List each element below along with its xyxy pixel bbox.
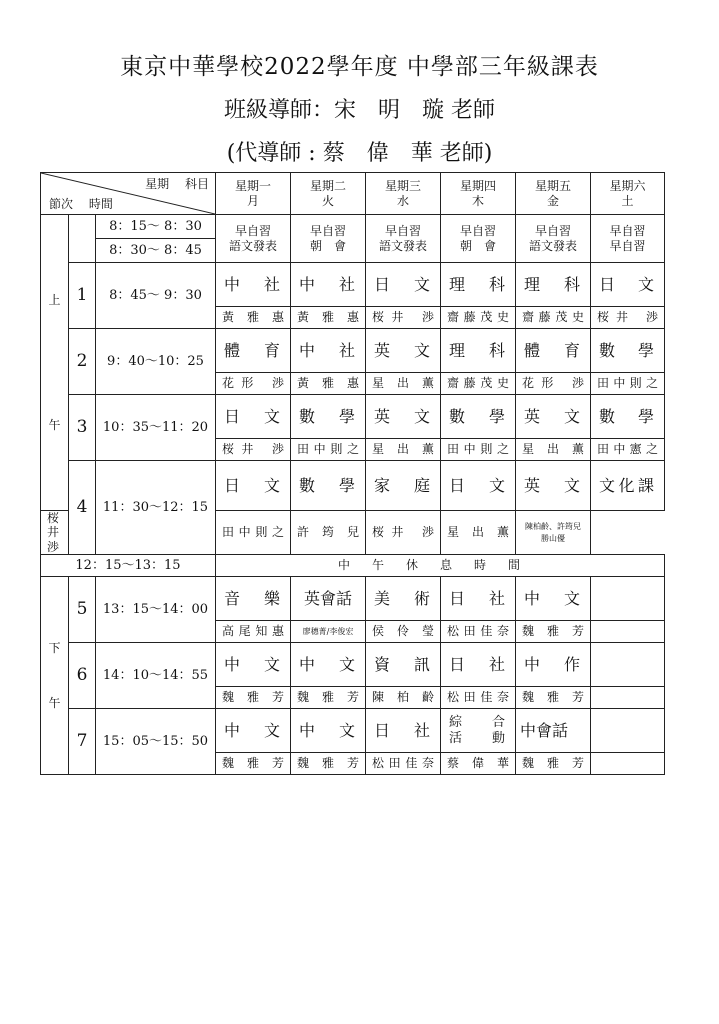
teacher-cell: 許筠兒 (291, 511, 366, 555)
subject-cell: 日文 (591, 263, 665, 307)
early-slot-cell (516, 215, 591, 263)
teacher-line-2: 勝山優 (541, 533, 565, 543)
substitute-teacher: (代導師 : 蔡 偉 華 老師) (226, 141, 493, 166)
subject-cell: 中文 (216, 643, 291, 687)
teacher-cell: 蔡偉華 (441, 753, 516, 775)
subject-cell: 中社 (291, 329, 366, 373)
teacher-cell: 魏雅芳 (216, 687, 291, 709)
day-name: 星期二 (309, 179, 346, 194)
timetable (40, 172, 665, 775)
early-slot-top: 早自習 (234, 224, 271, 239)
period-number: 4 (69, 461, 96, 555)
early-slot-bottom: 朝 會 (459, 238, 496, 253)
teacher-cell: 齋藤茂史 (516, 307, 591, 329)
table-row (41, 173, 665, 215)
subject-cell: 中文 (216, 709, 291, 753)
subject-cell: 體育 (516, 329, 591, 373)
teacher-cell (516, 511, 591, 555)
subject-cell: 理科 (516, 263, 591, 307)
header-subject-label: 星期 科目 (145, 177, 209, 191)
subject-cell: 文化課 (591, 461, 665, 511)
subject-cell: 美術 (366, 577, 441, 621)
teacher-cell: 魏雅芳 (291, 687, 366, 709)
early-slot-bottom: 語文發表 (378, 238, 427, 253)
subject-cell: 日文 (216, 395, 291, 439)
subject-line-1: 綜合 (449, 715, 507, 731)
teacher-cell: 桜井 渉 (366, 511, 441, 555)
teacher-cell: 桜井 渉 (216, 439, 291, 461)
early-slot-cell (291, 215, 366, 263)
subject-cell: 中文 (291, 709, 366, 753)
subject-cell: 資訊 (366, 643, 441, 687)
day-header (441, 173, 516, 215)
subject-cell: 數學 (291, 461, 366, 511)
subject-cell (591, 577, 665, 621)
lunch-time: 12：15～13：15 (41, 555, 216, 577)
pm-label (41, 577, 69, 775)
day-name: 星期三 (384, 179, 421, 194)
early-slot-top: 早自習 (309, 224, 346, 239)
subject-cell: 日社 (366, 709, 441, 753)
teacher-cell: 侯伶瑩 (366, 621, 441, 643)
subject-cell: 中作 (516, 643, 591, 687)
early-slot-top: 早自習 (384, 224, 421, 239)
subject-cell: 數學 (591, 329, 665, 373)
day-name: 星期四 (459, 179, 496, 194)
lunch-label: 中午休息時間 (216, 555, 665, 577)
homeroom-teacher: 班級導師：宋 明 璇 老師 (224, 98, 495, 123)
teacher-cell: 桜井 渉 (591, 307, 665, 329)
teacher-cell (591, 753, 665, 775)
early-slot-top: 早自習 (459, 224, 496, 239)
table-row (41, 263, 665, 307)
table-row (41, 555, 665, 577)
early-slot-cell (441, 215, 516, 263)
teacher-cell: 桜井 渉 (366, 307, 441, 329)
day-header (291, 173, 366, 215)
period-time: 13：15～14：00 (96, 577, 216, 643)
subject-cell: 中社 (216, 263, 291, 307)
teacher-cell: 松田佳奈 (441, 687, 516, 709)
day-element: 土 (621, 193, 634, 208)
subject-cell: 英文 (516, 461, 591, 511)
teacher-cell: 田中則之 (216, 511, 291, 555)
table-row (41, 329, 665, 373)
period-time: 9：40～10：25 (96, 329, 216, 395)
subject-cell: 日社 (441, 643, 516, 687)
day-name: 星期一 (234, 179, 271, 194)
subject-cell: 日社 (441, 577, 516, 621)
subject-cell: 體育 (216, 329, 291, 373)
teacher-cell: 星出薫 (441, 511, 516, 555)
day-name: 星期六 (609, 179, 646, 194)
subject-cell: 家庭 (366, 461, 441, 511)
am-label-top: 上 (48, 293, 61, 308)
subject-cell: 英文 (366, 329, 441, 373)
period-number-empty (69, 215, 96, 263)
am-label-bottom: 午 (48, 417, 61, 432)
subject-cell: 數學 (291, 395, 366, 439)
subject-cell: 英文 (516, 395, 591, 439)
period-number: 7 (69, 709, 96, 775)
teacher-cell: 魏雅芳 (516, 753, 591, 775)
subject-cell: 英文 (366, 395, 441, 439)
period-number: 2 (69, 329, 96, 395)
day-element: 金 (546, 193, 559, 208)
early-slot-bottom: 朝 會 (309, 238, 346, 253)
subject-cell: 日文 (216, 461, 291, 511)
teacher-cell: 陳柏齡 (366, 687, 441, 709)
table-row (41, 643, 665, 687)
period-time: 10：35～11：20 (96, 395, 216, 461)
pm-label-top: 下 (48, 641, 61, 656)
subject-cell: 中會話 (516, 709, 591, 753)
teacher-cell: 松田佳奈 (441, 621, 516, 643)
period-number: 5 (69, 577, 96, 643)
teacher-cell: 魏雅芳 (516, 687, 591, 709)
teacher-cell: 花形 渉 (216, 373, 291, 395)
subject-cell (591, 709, 665, 753)
pm-label-bottom: 午 (48, 695, 61, 710)
early-slot-bottom: 語文發表 (528, 238, 577, 253)
teacher-cell: 田中則之 (591, 373, 665, 395)
teacher-cell (591, 687, 665, 709)
teacher-cell: 黃雅惠 (291, 307, 366, 329)
teacher-cell: 魏雅芳 (216, 753, 291, 775)
teacher-cell: 黃雅惠 (291, 373, 366, 395)
subject-cell: 數學 (441, 395, 516, 439)
table-row (41, 215, 665, 239)
teacher-cell: 齋藤茂史 (441, 373, 516, 395)
teacher-cell: 田中則之 (441, 439, 516, 461)
header-corner-cell (41, 173, 216, 215)
subject-cell: 理科 (441, 329, 516, 373)
header-period-label: 節次 時間 (49, 196, 113, 211)
period-time: 15：05～15：50 (96, 709, 216, 775)
day-header (516, 173, 591, 215)
page-title: 東京中華學校2022學年度 中學部三年級課表 (120, 54, 599, 80)
table-row (41, 461, 665, 511)
subject-cell: 數學 (591, 395, 665, 439)
early-slot-top: 早自習 (609, 224, 646, 239)
teacher-cell: 魏雅芳 (291, 753, 366, 775)
teacher-cell: 田中則之 (291, 439, 366, 461)
early-slot-cell (366, 215, 441, 263)
subject-cell: 中文 (516, 577, 591, 621)
teacher-cell: 花形 渉 (516, 373, 591, 395)
day-element: 月 (246, 193, 259, 208)
teacher-cell: 桜井 渉 (41, 511, 69, 555)
early-time-2: 8：30～ 8：45 (96, 239, 216, 263)
day-header (216, 173, 291, 215)
teacher-cell: 田中憲之 (591, 439, 665, 461)
early-slot-cell (216, 215, 291, 263)
early-slot-top: 早自習 (534, 224, 571, 239)
subject-cell: 中社 (291, 263, 366, 307)
day-name: 星期五 (534, 179, 571, 194)
period-number: 6 (69, 643, 96, 709)
period-time: 14：10～14：55 (96, 643, 216, 709)
teacher-cell: 高尾知惠 (216, 621, 291, 643)
subject-cell: 日文 (441, 461, 516, 511)
early-slot-bottom: 早自習 (609, 238, 646, 253)
period-number: 1 (69, 263, 96, 329)
teacher-cell: 松田佳奈 (366, 753, 441, 775)
teacher-cell: 星出薫 (516, 439, 591, 461)
teacher-cell: 齋藤茂史 (441, 307, 516, 329)
day-element: 木 (471, 193, 484, 208)
subject-cell: 日文 (366, 263, 441, 307)
day-header (591, 173, 665, 215)
teacher-cell: 星出薫 (366, 373, 441, 395)
subject-line-2: 活動 (449, 730, 507, 746)
day-element: 火 (321, 193, 334, 208)
early-slot-cell (591, 215, 665, 263)
teacher-cell (591, 621, 665, 643)
table-row (41, 577, 665, 621)
teacher-cell: 星出薫 (366, 439, 441, 461)
am-label (41, 215, 69, 511)
subject-cell (441, 709, 516, 753)
table-row (41, 709, 665, 753)
period-time: 11：30～12：15 (96, 461, 216, 555)
early-time-1: 8：15～ 8：30 (96, 215, 216, 239)
teacher-cell: 魏雅芳 (516, 621, 591, 643)
teacher-line-1: 陳柏齡、許筠兒 (525, 521, 581, 531)
teacher-cell: 廖穗菁/李俊宏 (291, 621, 366, 643)
subject-cell: 英會話 (291, 577, 366, 621)
subject-cell: 理科 (441, 263, 516, 307)
subject-cell: 音樂 (216, 577, 291, 621)
period-number: 3 (69, 395, 96, 461)
day-header (366, 173, 441, 215)
early-slot-bottom: 語文發表 (228, 238, 277, 253)
subject-cell (591, 643, 665, 687)
day-element: 水 (396, 193, 409, 208)
period-time: 8：45～ 9：30 (96, 263, 216, 329)
table-row (41, 395, 665, 439)
teacher-cell: 黃雅惠 (216, 307, 291, 329)
subject-cell: 中文 (291, 643, 366, 687)
